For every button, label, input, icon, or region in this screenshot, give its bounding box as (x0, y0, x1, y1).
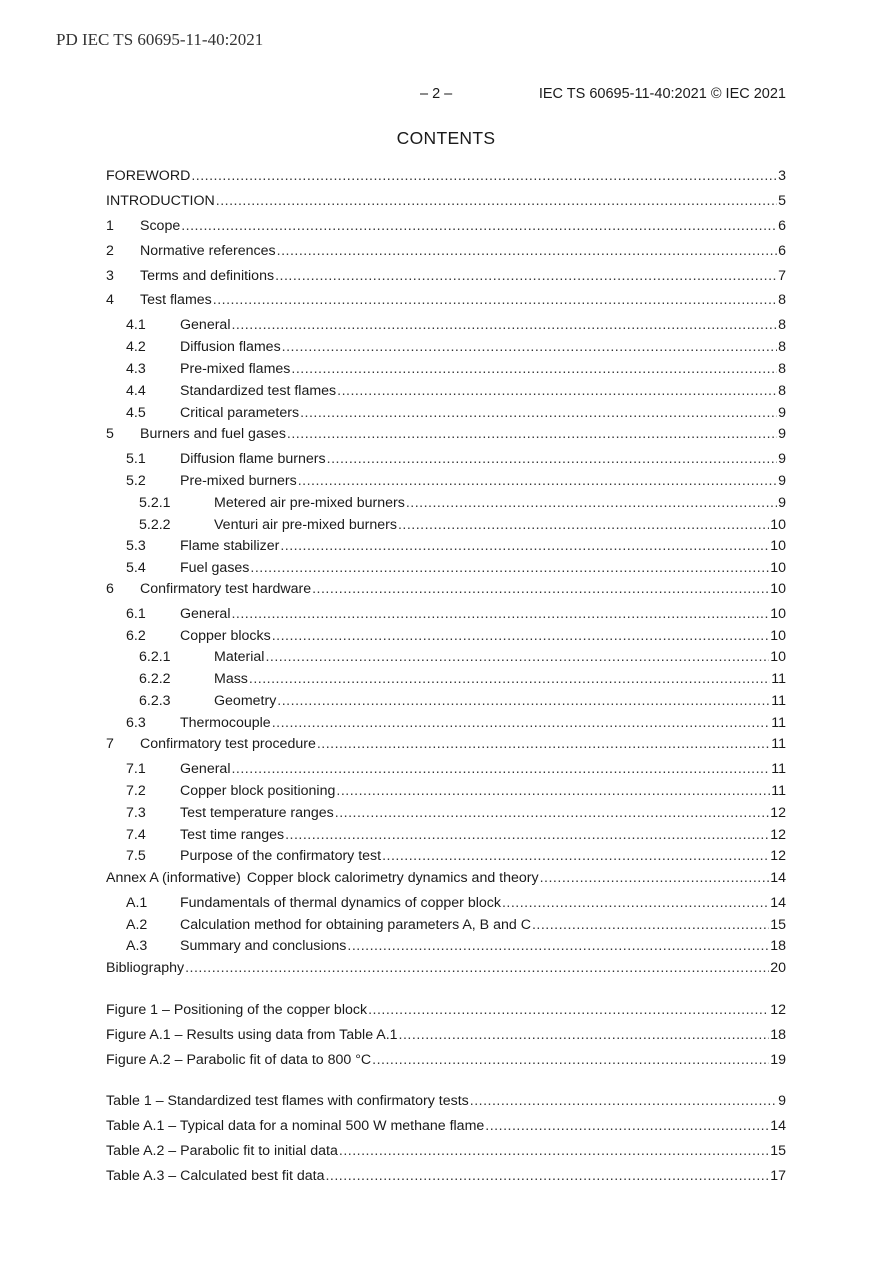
toc-entry-title: Figure A.2 – Parabolic fit of data to 800 °C (106, 1052, 372, 1068)
toc-entry[interactable] (106, 605, 786, 623)
toc-entry-title: Terms and definitions (140, 268, 275, 284)
toc-entry-title: Calculation method for obtaining parameters A, B and C (180, 917, 531, 933)
toc-entry-title: Test time ranges (180, 827, 285, 843)
dot-leader (398, 516, 769, 534)
dot-leader (325, 1167, 769, 1185)
dot-leader (327, 450, 777, 468)
toc-entry-number: 7.5 (126, 848, 146, 864)
dot-leader (336, 782, 770, 800)
toc-entry[interactable] (106, 937, 786, 955)
dot-leader (275, 267, 777, 285)
toc-entry[interactable] (106, 267, 786, 285)
toc-entry-page: 9 (778, 495, 786, 511)
toc-entry-title: Bibliography (106, 960, 185, 976)
toc-entry-number: 4.5 (126, 405, 146, 421)
toc-entry-page: 8 (778, 339, 786, 355)
toc-entry-title: Table A.3 – Calculated best fit data (106, 1168, 325, 1184)
toc-entry-title: INTRODUCTION (106, 193, 215, 209)
dot-leader (470, 1092, 777, 1110)
page-number: – 2 – (420, 86, 453, 102)
dot-leader (298, 472, 777, 490)
toc-entry[interactable] (106, 869, 786, 887)
toc-entry[interactable] (106, 1142, 786, 1160)
toc-entry-page: 12 (770, 1002, 786, 1018)
toc-entry-title: Table A.2 – Parabolic fit to initial data (106, 1143, 338, 1159)
dot-leader (502, 894, 769, 912)
toc-entry-page: 10 (770, 517, 786, 533)
toc-entry-number: 5.2 (126, 473, 146, 489)
toc-entry-title: Confirmatory test procedure (140, 736, 316, 752)
dot-leader (532, 916, 769, 934)
toc-entry-page: 19 (770, 1052, 786, 1068)
dot-leader (485, 1117, 769, 1135)
toc-entry-page: 9 (778, 473, 786, 489)
toc-entry-page: 12 (770, 827, 786, 843)
toc-entry-page: 5 (778, 193, 786, 209)
dot-leader (272, 714, 771, 732)
toc-entry-number: 4.4 (126, 383, 146, 399)
toc-entry-number: 5.3 (126, 538, 146, 554)
dot-leader (540, 869, 770, 887)
toc-entry-page: 11 (771, 783, 786, 799)
dot-leader (265, 648, 769, 666)
toc-entry-title: Mass (214, 671, 248, 687)
toc-entry-title: FOREWORD (106, 168, 191, 184)
toc-entry[interactable] (106, 559, 786, 577)
toc-entry-page: 3 (778, 168, 786, 184)
toc-entry-title: Diffusion flame burners (180, 451, 326, 467)
toc-entry-title: Metered air pre-mixed burners (214, 495, 405, 511)
toc-entry-page: 10 (770, 606, 786, 622)
toc-entry-title: General (180, 317, 231, 333)
toc-entry-number: 6.3 (126, 715, 146, 731)
toc-entry-number: A.1 (126, 895, 148, 911)
toc-entry-page: 12 (770, 848, 786, 864)
toc-entry[interactable] (106, 714, 786, 732)
toc-entry[interactable] (106, 1117, 786, 1135)
toc-entry-page: 18 (770, 1027, 786, 1043)
toc-entry-page: 15 (770, 917, 786, 933)
toc-entry-page: 10 (770, 538, 786, 554)
dot-leader (282, 338, 777, 356)
dot-leader (191, 167, 777, 185)
toc-entry-number: 5.4 (126, 560, 146, 576)
toc-entry-number: 6.2.2 (139, 671, 171, 687)
toc-entry[interactable] (106, 826, 786, 844)
toc-entry-title: Copper block positioning (180, 783, 336, 799)
toc-entry-number: 6 (106, 581, 114, 597)
toc-entry-page: 11 (771, 736, 786, 752)
toc-entry[interactable] (106, 804, 786, 822)
toc-entry-number: 7.2 (126, 783, 146, 799)
dot-leader (372, 1051, 769, 1069)
dot-leader (181, 217, 777, 235)
toc-entry[interactable] (106, 360, 786, 378)
toc-entry-title: Table 1 – Standardized test flames with confirmatory tests (106, 1093, 469, 1109)
toc-entry-title: Confirmatory test hardware (140, 581, 312, 597)
toc-entry-page: 12 (770, 805, 786, 821)
toc-entry-number: 4.3 (126, 361, 146, 377)
toc-entry[interactable] (106, 1026, 786, 1044)
toc-entry[interactable] (106, 760, 786, 778)
toc-entry-page: 9 (778, 426, 786, 442)
toc-entry-title: Flame stabilizer (180, 538, 280, 554)
toc-entry-title: Copper blocks (180, 628, 271, 644)
toc-entry-page: 9 (778, 405, 786, 421)
toc-entry-title: Standardized test flames (180, 383, 337, 399)
toc-entry-page: 9 (778, 451, 786, 467)
toc-entry[interactable] (106, 192, 786, 210)
toc-entry-number: 7.1 (126, 761, 146, 777)
toc-entry-page: 8 (778, 383, 786, 399)
toc-entry[interactable] (106, 847, 786, 865)
toc-entry-title: General (180, 761, 231, 777)
toc-entry-page: 14 (770, 1118, 786, 1134)
toc-entry-number: Annex A (informative) (106, 870, 241, 886)
toc-entry[interactable] (106, 916, 786, 934)
dot-leader (213, 291, 777, 309)
toc-entry-number: 1 (106, 218, 114, 234)
dot-leader (277, 242, 777, 260)
toc-entry[interactable] (106, 217, 786, 235)
dot-leader (335, 804, 769, 822)
toc-entry-page: 8 (778, 317, 786, 333)
toc-entry-page: 6 (778, 218, 786, 234)
toc-entry[interactable] (106, 670, 786, 688)
toc-entry-number: A.2 (126, 917, 148, 933)
toc-entry[interactable] (106, 648, 786, 666)
toc-entry[interactable] (106, 472, 786, 490)
toc-entry[interactable] (106, 894, 786, 912)
toc-entry[interactable] (106, 627, 786, 645)
toc-entry-number: 5.2.2 (139, 517, 171, 533)
toc-entry-number: A.3 (126, 938, 148, 954)
toc-entry-page: 11 (771, 761, 786, 777)
dot-leader (231, 760, 770, 778)
toc-entry[interactable] (106, 167, 786, 185)
toc-entry-title: Critical parameters (180, 405, 300, 421)
toc-entry[interactable] (106, 516, 786, 534)
toc-entry-title: Venturi air pre-mixed burners (214, 517, 397, 533)
toc-entry-title: Pre-mixed flames (180, 361, 291, 377)
toc-entry[interactable] (106, 782, 786, 800)
toc-entry[interactable] (106, 537, 786, 555)
toc-entry-title: Test flames (140, 292, 212, 308)
toc-entry-number: 5 (106, 426, 114, 442)
toc-entry[interactable] (106, 382, 786, 400)
dot-leader (406, 494, 777, 512)
toc-entry-number: 4.1 (126, 317, 146, 333)
dot-leader (231, 605, 769, 623)
toc-entry[interactable] (106, 692, 786, 710)
toc-entry-number: 7.3 (126, 805, 146, 821)
toc-entry-title: Normative references (140, 243, 276, 259)
toc-entry-title: Copper block calorimetry dynamics and theory (246, 870, 539, 886)
toc-entry-title: Table A.1 – Typical data for a nominal 500 W methane flame (106, 1118, 485, 1134)
dot-leader (280, 537, 769, 555)
dot-leader (368, 1001, 769, 1019)
toc-entry-number: 7 (106, 736, 114, 752)
toc-entry-page: 7 (778, 268, 786, 284)
toc-entry-number: 6.2.3 (139, 693, 171, 709)
toc-entry-number: 2 (106, 243, 114, 259)
dot-leader (312, 580, 769, 598)
dot-leader (285, 826, 769, 844)
document-id: PD IEC TS 60695-11-40:2021 (56, 30, 264, 49)
toc-entry-number: 6.2 (126, 628, 146, 644)
toc-entry-title: General (180, 606, 231, 622)
toc-entry-page: 14 (770, 870, 786, 886)
dot-leader (399, 1026, 770, 1044)
toc-entry-title: Figure 1 – Positioning of the copper block (106, 1002, 368, 1018)
contents-title: CONTENTS (396, 128, 496, 148)
toc-entry-page: 14 (770, 895, 786, 911)
toc-entry-page: 11 (771, 671, 786, 687)
dot-leader (300, 404, 777, 422)
dot-leader (185, 959, 769, 977)
standard-reference: IEC TS 60695-11-40:2021 © IEC 2021 (538, 86, 786, 102)
toc-entry-page: 10 (770, 628, 786, 644)
toc-entry-page: 10 (770, 581, 786, 597)
dot-leader (231, 316, 777, 334)
toc-entry-title: Figure A.1 – Results using data from Table A.1 (106, 1027, 398, 1043)
toc-entry[interactable] (106, 735, 786, 753)
toc-entry-page: 9 (778, 1093, 786, 1109)
toc-entry[interactable] (106, 338, 786, 356)
toc-entry[interactable] (106, 1167, 786, 1185)
toc-entry-title: Scope (140, 218, 181, 234)
toc-entry-title: Pre-mixed burners (180, 473, 297, 489)
dot-leader (339, 1142, 769, 1160)
dot-leader (337, 382, 777, 400)
toc-entry[interactable] (106, 1001, 786, 1019)
toc-entry-page: 11 (771, 693, 786, 709)
toc-entry-page: 17 (770, 1168, 786, 1184)
toc-entry[interactable] (106, 450, 786, 468)
toc-entry-title: Fuel gases (180, 560, 250, 576)
page-header (420, 86, 786, 102)
toc-entry-number: 6.1 (126, 606, 146, 622)
toc-entry[interactable] (106, 494, 786, 512)
toc-entry-page: 8 (778, 292, 786, 308)
toc-entry-number: 5.1 (126, 451, 146, 467)
toc-entry[interactable] (106, 291, 786, 309)
toc-entry-title: Summary and conclusions (180, 938, 347, 954)
toc-entry-title: Diffusion flames (180, 339, 281, 355)
toc-entry-page: 11 (771, 715, 786, 731)
toc-entry-page: 8 (778, 361, 786, 377)
toc-entry[interactable] (106, 1092, 786, 1110)
toc-entry[interactable] (106, 580, 786, 598)
toc-entry-page: 18 (770, 938, 786, 954)
toc-entry-page: 6 (778, 243, 786, 259)
toc-entry[interactable] (106, 1051, 786, 1069)
toc-entry-number: 7.4 (126, 827, 146, 843)
toc-entry-number: 5.2.1 (139, 495, 171, 511)
toc-entry-page: 20 (770, 960, 786, 976)
dot-leader (249, 670, 770, 688)
dot-leader (347, 937, 769, 955)
toc-entry-number: 4.2 (126, 339, 146, 355)
toc-entry-number: 3 (106, 268, 114, 284)
dot-leader (291, 360, 777, 378)
toc-entry-number: 6.2.1 (139, 649, 171, 665)
toc-entry-title: Geometry (214, 693, 277, 709)
dot-leader (287, 425, 777, 443)
toc-entry-title: Purpose of the confirmatory test (180, 848, 382, 864)
toc-entry-title: Material (214, 649, 265, 665)
toc-entry[interactable] (106, 316, 786, 334)
toc-entry-title: Thermocouple (180, 715, 271, 731)
dot-leader (216, 192, 777, 210)
dot-leader (250, 559, 769, 577)
toc-entry-title: Burners and fuel gases (140, 426, 286, 442)
toc-entry-title: Test temperature ranges (180, 805, 334, 821)
toc-entry-page: 10 (770, 560, 786, 576)
toc-entry[interactable] (106, 404, 786, 422)
toc-entry[interactable] (106, 242, 786, 260)
dot-leader (272, 627, 770, 645)
dot-leader (277, 692, 770, 710)
toc-entry-number: 4 (106, 292, 114, 308)
toc-entry-page: 10 (770, 649, 786, 665)
dot-leader (317, 735, 770, 753)
dot-leader (382, 847, 769, 865)
toc-entry[interactable] (106, 959, 786, 977)
toc-entry-title: Fundamentals of thermal dynamics of copper block (180, 895, 501, 911)
toc-entry[interactable] (106, 425, 786, 443)
toc-entry-page: 15 (770, 1143, 786, 1159)
